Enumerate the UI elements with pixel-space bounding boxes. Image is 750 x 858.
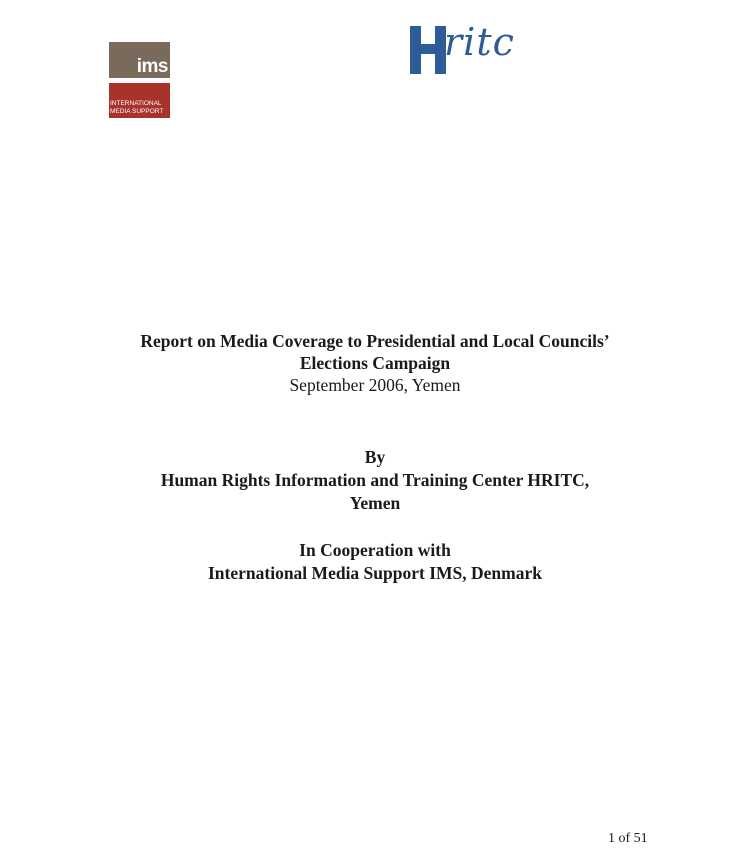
ims-logo-line2: MEDIA SUPPORT [110, 108, 164, 115]
report-title [0, 330, 750, 396]
hritc-logo-script: ritc [444, 20, 515, 64]
page-number: 1 of 51 [608, 831, 648, 846]
title-subtitle: September 2006, Yemen [289, 375, 461, 395]
ims-logo-bottom [109, 83, 170, 118]
ims-logo-line1: INTERNATIONAL [110, 100, 162, 107]
cooperation-block [0, 539, 750, 585]
author-org-line-2: Yemen [349, 493, 401, 513]
author-org-line-1: Human Rights Information and Training Center HRITC, [160, 470, 590, 490]
ims-logo-top [109, 42, 170, 78]
cooperation-label: In Cooperation with [299, 540, 451, 560]
title-line-2: Elections Campaign [299, 353, 451, 373]
ims-logo [109, 42, 170, 118]
author-block [0, 446, 750, 515]
cooperation-partner: International Media Support IMS, Denmark [208, 563, 542, 583]
by-label: By [364, 447, 386, 467]
hritc-logo [410, 20, 540, 76]
ims-logo-abbr: ims [136, 56, 168, 77]
title-line-1: Report on Media Coverage to Presidential and Local Councils’ [140, 331, 610, 351]
